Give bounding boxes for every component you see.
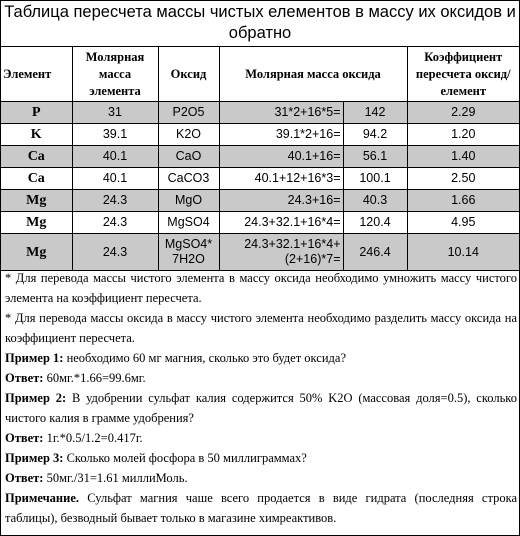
table-row [1, 168, 519, 190]
answer-3-label: Ответ: [5, 471, 44, 485]
cell-oxide-mass: 56.1 [343, 146, 407, 168]
note-divide: * Для перевода массы оксида в массу чистого элемента необходимо разделить массу оксида на коэффициент пересчета. [5, 311, 517, 345]
cell-oxide: MgSO4* 7H2O [158, 234, 219, 271]
table-row [1, 190, 519, 212]
cell-coefficient: 1.20 [407, 124, 519, 146]
cell-formula: 24.3+16= [219, 190, 343, 212]
answer-1-text: 60мг.*1.66=99.6мг. [43, 371, 146, 385]
answer-2-label: Ответ: [5, 431, 44, 445]
cell-molar-mass: 24.3 [72, 212, 158, 234]
page-title: Таблица пересчета массы чистых елементов в массу их оксидов и обратно [1, 1, 519, 47]
answer-3 [5, 468, 517, 488]
cell-oxide-mass: 246.4 [343, 234, 407, 271]
cell-oxide-mass: 120.4 [343, 212, 407, 234]
cell-formula: 24.3+32.1+16*4= [219, 212, 343, 234]
table-row [1, 234, 519, 271]
cell-coefficient: 10.14 [407, 234, 519, 271]
answer-2 [5, 428, 517, 448]
col-header-oxide: Оксид [158, 47, 219, 102]
cell-formula: 40.1+16= [219, 146, 343, 168]
cell-element: Mg [1, 190, 72, 212]
answer-1-label: Ответ: [5, 371, 44, 385]
cell-coefficient: 2.50 [407, 168, 519, 190]
cell-oxide-mass: 100.1 [343, 168, 407, 190]
example-3 [5, 448, 517, 468]
cell-oxide: K2O [158, 124, 219, 146]
example-2-label: Пример 2: [5, 391, 67, 405]
table-row [1, 124, 519, 146]
conversion-table [1, 47, 519, 271]
cell-element: Ca [1, 168, 72, 190]
cell-oxide: MgO [158, 190, 219, 212]
cell-molar-mass: 24.3 [72, 234, 158, 271]
cell-molar-mass: 39.1 [72, 124, 158, 146]
col-header-oxide-molar-mass: Молярная масса оксида [219, 47, 407, 102]
note-multiply: * Для перевода массы чистого элемента в массу оксида необходимо умножить массу чистого элемента на коэффициент пересчета. [5, 271, 517, 305]
cell-coefficient: 2.29 [407, 102, 519, 124]
cell-element: Mg [1, 212, 72, 234]
cell-formula: 40.1+12+16*3= [219, 168, 343, 190]
remark-label: Примечание. [5, 491, 80, 505]
cell-oxide: CaCO3 [158, 168, 219, 190]
cell-coefficient: 1.66 [407, 190, 519, 212]
table-row [1, 146, 519, 168]
cell-formula: 39.1*2+16= [219, 124, 343, 146]
example-2-text: В удобрении сульфат калия содержится 50% K2O (массовая доля=0.5), сколько чистого калия в грамме удобрения? [5, 391, 517, 425]
example-3-label: Пример 3: [5, 451, 64, 465]
example-1-text: необходимо 60 мг магния, сколько это будет оксида? [63, 351, 347, 365]
cell-coefficient: 4.95 [407, 212, 519, 234]
table-row [1, 102, 519, 124]
cell-formula: 24.3+32.1+16*4+ (2+16)*7= [219, 234, 343, 271]
cell-element: Ca [1, 146, 72, 168]
col-header-element: Элемент [1, 47, 72, 102]
answer-3-text: 50мг./31=1.61 миллиМоль. [43, 471, 188, 485]
cell-molar-mass: 31 [72, 102, 158, 124]
table-row [1, 212, 519, 234]
cell-molar-mass: 40.1 [72, 168, 158, 190]
cell-element: P [1, 102, 72, 124]
answer-1 [5, 368, 517, 388]
cell-molar-mass: 40.1 [72, 146, 158, 168]
example-2 [5, 388, 517, 428]
cell-oxide-mass: 40.3 [343, 190, 407, 212]
remark-text: Сульфат магния чаше всего продается в виде гидрата (последняя строка таблицы), безводный бывает только в магазине химреактивов. [5, 491, 517, 525]
cell-molar-mass: 24.3 [72, 190, 158, 212]
cell-formula: 31*2+16*5= [219, 102, 343, 124]
cell-element: K [1, 124, 72, 146]
example-1 [5, 348, 517, 368]
col-header-coefficient: Коэффициент пересчета оксид/елемент [407, 47, 519, 102]
cell-oxide: P2O5 [158, 102, 219, 124]
col-header-molar-mass: Молярная масса элемента [72, 47, 158, 102]
cell-oxide: MgSO4 [158, 212, 219, 234]
remark [5, 488, 517, 528]
cell-oxide-mass: 142 [343, 102, 407, 124]
cell-element: Mg [1, 234, 72, 271]
example-3-text: Сколько молей фосфора в 50 миллиграммах? [63, 451, 307, 465]
example-1-label: Пример 1: [5, 351, 64, 365]
notes-section [5, 268, 517, 528]
cell-coefficient: 1.40 [407, 146, 519, 168]
cell-oxide-mass: 94.2 [343, 124, 407, 146]
answer-2-text: 1г.*0.5/1.2=0.417г. [43, 431, 143, 445]
table-header-row [1, 47, 519, 102]
cell-oxide: CaO [158, 146, 219, 168]
